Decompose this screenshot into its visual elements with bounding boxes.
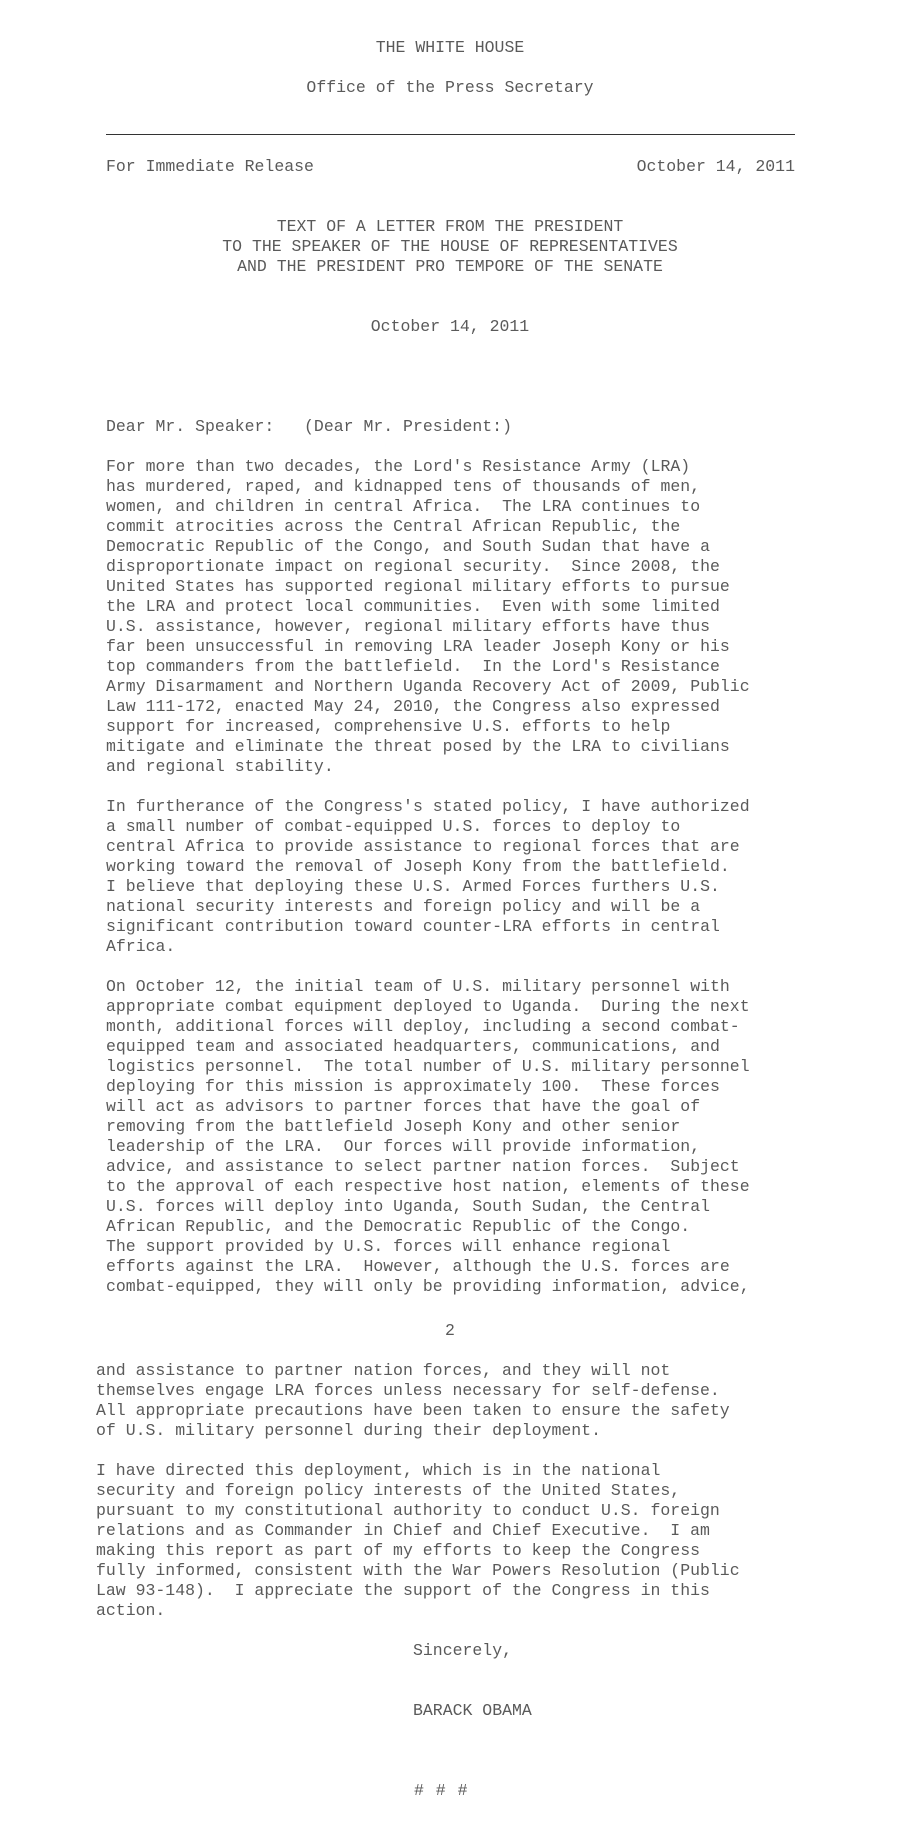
body-line: African Republic, and the Democratic Republic of the Congo. [106,1217,691,1236]
body-line: equipped team and associated headquarters, communications, and [106,1037,720,1056]
body-line: combat-equipped, they will only be providing information, advice, [106,1277,750,1296]
body-line: and regional stability. [106,757,334,776]
body-line: support for increased, comprehensive U.S. efforts to help [106,717,671,736]
body-line: I have directed this deployment, which is in the national [96,1461,661,1480]
body-line: women, and children in central Africa. The LRA continues to [106,497,701,516]
body-line: a small number of combat-equipped U.S. forces to deploy to [106,817,681,836]
body-line: pursuant to my constitutional authority to conduct U.S. foreign [96,1501,720,1520]
body-line: to the approval of each respective host nation, elements of these [106,1177,750,1196]
body-line: the LRA and protect local communities. Even with some limited [106,597,720,616]
body-line: commit atrocities across the Central African Republic, the [106,517,681,536]
body-line: appropriate combat equipment deployed to Uganda. During the next [106,997,750,1016]
closing: Sincerely, [413,1641,513,1660]
body-line: Law 111-172, enacted May 24, 2010, the Congress also expressed [106,697,720,716]
letter-date: October 14, 2011 [370,317,530,336]
body-line: advice, and assistance to select partner nation forces. Subject [106,1157,740,1176]
body-line: working toward the removal of Joseph Kony from the battlefield. [106,857,730,876]
body-line: I believe that deploying these U.S. Armed Forces furthers U.S. [106,877,720,896]
body-line: removing from the battlefield Joseph Kony and other senior [106,1117,681,1136]
title-line: AND THE PRESIDENT PRO TEMPORE OF THE SENATE [237,257,663,276]
title-line: TO THE SPEAKER OF THE HOUSE OF REPRESENTATIVES [222,237,678,256]
body-line: has murdered, raped, and kidnapped tens of thousands of men, [106,477,701,496]
signature: BARACK OBAMA [413,1701,532,1720]
body-line: On October 12, the initial team of U.S. military personnel with [106,977,730,996]
title-line: TEXT OF A LETTER FROM THE PRESIDENT [276,217,624,236]
body-line: and assistance to partner nation forces, and they will not [96,1361,671,1380]
header-divider [106,134,795,135]
body-line: Democratic Republic of the Congo, and South Sudan that have a [106,537,710,556]
body-line: national security interests and foreign policy and will be a [106,897,701,916]
body-line: For more than two decades, the Lord's Resistance Army (LRA) [106,457,691,476]
institution-heading: THE WHITE HOUSE [375,38,525,57]
body-line: central Africa to provide assistance to regional forces that are [106,837,740,856]
body-line: disproportionate impact on regional security. Since 2008, the [106,557,720,576]
body-line: deploying for this mission is approximately 100. These forces [106,1077,720,1096]
body-line: Army Disarmament and Northern Uganda Recovery Act of 2009, Public [106,677,750,696]
body-line: The support provided by U.S. forces will enhance regional [106,1237,671,1256]
body-line: making this report as part of my efforts to keep the Congress [96,1541,700,1560]
release-date: October 14, 2011 [636,157,795,176]
body-line: leadership of the LRA. Our forces will provide information, [106,1137,701,1156]
body-line: of U.S. military personnel during their deployment. [96,1421,601,1440]
body-line: In furtherance of the Congress's stated policy, I have authorized [106,797,750,816]
office-heading: Office of the Press Secretary [306,78,594,97]
release-label: For Immediate Release [106,157,314,176]
body-line: action. [96,1601,166,1620]
body-line: logistics personnel. The total number of U.S. military personnel [106,1057,750,1076]
body-line: far been unsuccessful in removing LRA leader Joseph Kony or his [106,637,730,656]
body-line: will act as advisors to partner forces that have the goal of [106,1097,701,1116]
body-line: relations and as Commander in Chief and Chief Executive. I am [96,1521,710,1540]
end-mark: # # # [414,1781,469,1800]
body-line: top commanders from the battlefield. In the Lord's Resistance [106,657,720,676]
body-line: Law 93-148). I appreciate the support of the Congress in this [96,1581,710,1600]
body-line: themselves engage LRA forces unless necessary for self-defense. [96,1381,720,1400]
body-line: United States has supported regional military efforts to pursue [106,577,730,596]
salutation: Dear Mr. Speaker: (Dear Mr. President:) [106,417,512,436]
body-line: month, additional forces will deploy, including a second combat- [106,1017,740,1036]
page-number: 2 [445,1321,455,1340]
body-line: U.S. forces will deploy into Uganda, South Sudan, the Central [106,1197,710,1216]
body-line: Africa. [106,937,176,956]
body-line: fully informed, consistent with the War Powers Resolution (Public [96,1561,740,1580]
body-line: U.S. assistance, however, regional military efforts have thus [106,617,710,636]
body-line: efforts against the LRA. However, although the U.S. forces are [106,1257,730,1276]
body-line: security and foreign policy interests of the United States, [96,1481,681,1500]
body-line: mitigate and eliminate the threat posed by the LRA to civilians [106,737,730,756]
body-line: All appropriate precautions have been taken to ensure the safety [96,1401,730,1420]
body-line: significant contribution toward counter-LRA efforts in central [106,917,720,936]
